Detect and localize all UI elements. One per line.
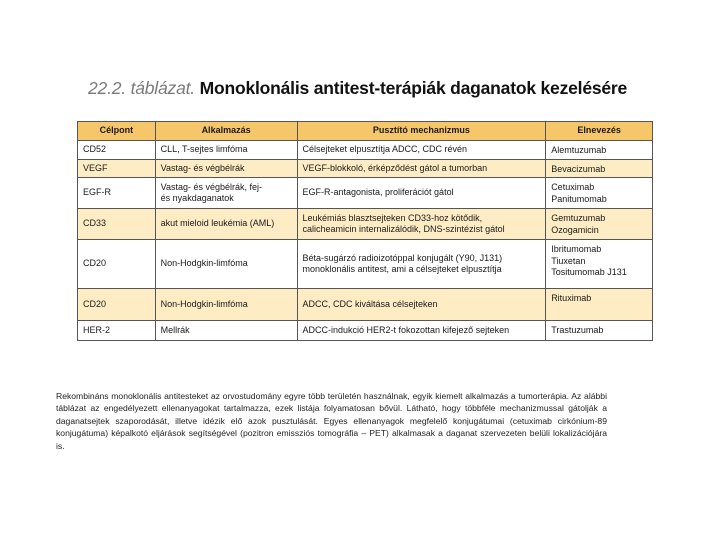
header-application: Alkalmazás [155,122,297,141]
cell-drug-name-line: Cetuximab [551,182,595,192]
table-row [78,321,653,341]
cell-application-line: Vastag- és végbélrák, fej- [160,181,263,192]
cell-drug-name-line: Trastuzumab [551,325,604,335]
cell-drug-name-line: Tiuxetan [551,255,586,266]
description-paragraph: Rekombináns monoklonális antitesteket az orvostudomány egyre több területén használnak, egyik kiemelt alkalmazás a tumorterápia. Az alábbi táblázat az engedélyezett ellenanyagokat tartalmazza, ezek listája folyamatosan bővül. Látható, hogy többféle mechanizmussal gátolják a daganatsejtek szaporodását, illetve idézik elő azok pusztulását. Egyes ellenanyagok megfelelő konjugátumai (cetuximab cirkónium-89 konjugátuma) képalkotó eljárások segítségével (pozitron emissziós tomográfia – PET) alkalmasak a daganat szervezeten belüli lokalizációjára is. [56,391,607,451]
cell-application [155,178,297,209]
cell-drug-name [546,209,653,240]
cell-mechanism-line: ADCC-indukció HER2-t fokozottan kifejező sejteken [302,324,510,335]
table-title-text: Monoklonális antitest-terápiák daganatok kezelésére [199,78,628,98]
table-row [78,178,653,209]
cell-mechanism [297,209,546,240]
table-row [78,141,653,160]
cell-application [155,141,297,160]
cell-application [155,321,297,341]
cell-application-line: akut mieloid leukémia (AML) [160,218,275,229]
cell-application-line: Vastag- és végbélrák [160,162,245,173]
cell-mechanism [297,159,546,178]
table-header-row [78,122,653,141]
header-name: Elnevezés [546,122,653,141]
cell-mechanism-line: Célsejteket elpusztítja ADCC, CDC révén [302,144,468,154]
cell-mechanism-line: Leukémiás blasztsejteken CD33-hoz kötődik, [302,212,483,223]
cell-mechanism [297,240,546,289]
cell-mechanism-line: EGF-R-antagonista, proliferációt gátol [302,187,454,198]
header-target: Célpont [78,122,156,141]
cell-mechanism [297,178,546,209]
cell-mechanism-line: VEGF-blokkoló, érképződést gátol a tumorban [302,162,488,173]
cell-drug-name-line: Alemtuzumab [551,145,607,155]
antibody-table [77,121,653,341]
cell-drug-name-line: Ozogamicin [551,224,599,235]
cell-target: HER-2 [78,321,156,341]
cell-application-line: Mellrák [160,324,190,335]
table-row [78,159,653,178]
cell-mechanism-line: Béta-sugárzó radioizotóppal konjugált (Y90, J131) [302,252,503,263]
table-row [78,240,653,289]
cell-drug-name-line: Bevacizumab [551,163,606,174]
header-mechanism: Pusztító mechanizmus [297,122,546,141]
cell-mechanism [297,141,546,160]
cell-application [155,159,297,178]
cell-application-line: CLL, T-sejtes limfóma [160,144,248,154]
cell-target: CD33 [78,209,156,240]
cell-drug-name-line: Ibritumomab [551,244,602,254]
cell-drug-name-line: Gemtuzumab [551,213,606,223]
cell-target: VEGF [78,159,156,178]
cell-application [155,289,297,321]
cell-target: CD20 [78,240,156,289]
table-title [88,78,688,99]
cell-drug-name [546,321,653,341]
cell-drug-name [546,240,653,289]
cell-mechanism-line: calicheamicin internalizálódik, DNS-szintézist gátol [302,224,505,234]
table-row [78,209,653,240]
cell-target: EGF-R [78,178,156,209]
cell-drug-name-line: Panitumomab [551,193,607,204]
cell-mechanism-line: monoklonális antitest, ami a célsejteket elpusztítja [302,264,502,274]
cell-application [155,240,297,289]
cell-drug-name-line: Tositumomab J131 [551,267,627,277]
cell-mechanism [297,321,546,341]
cell-application [155,209,297,240]
cell-application-line: Non-Hodgkin-limfóma [160,258,248,269]
cell-drug-name-line: Rituximab [551,293,592,303]
cell-application-line: és nyakdaganatok [160,193,234,203]
cell-drug-name [546,141,653,160]
cell-target: CD52 [78,141,156,160]
table-row [78,289,653,321]
cell-drug-name [546,289,653,321]
cell-mechanism-line: ADCC, CDC kiváltása célsejteken [302,298,438,309]
cell-mechanism [297,289,546,321]
cell-drug-name [546,159,653,178]
cell-application-line: Non-Hodgkin-limfóma [160,298,248,309]
table-number: 22.2. táblázat. [88,78,195,98]
cell-target: CD20 [78,289,156,321]
cell-drug-name [546,178,653,209]
